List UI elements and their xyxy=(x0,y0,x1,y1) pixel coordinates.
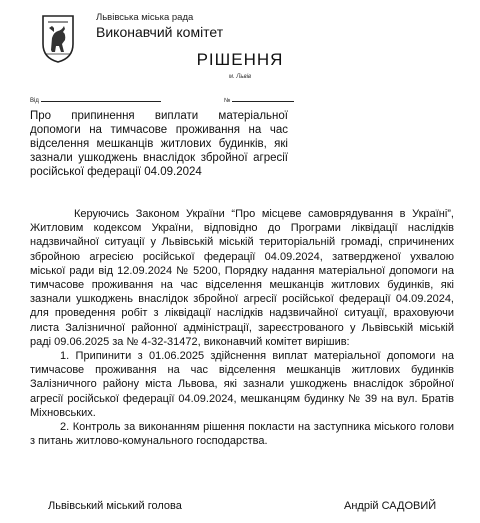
date-prefix: Від xyxy=(30,98,39,104)
date-rule xyxy=(41,96,161,102)
signatory-name: Андрій САДОВИЙ xyxy=(344,500,437,512)
preamble-paragraph: Керуючись Законом України “Про місцеве самоврядування в Україні”, Житловим кодексом України, відповідно до Програми ліквідації наслідків надзвичайної ситуації у Львівській міській територіальній громаді, спричинених збройною агресією російської федерації 04.09.2024, затвердженої ухвалою міської ради від 12.09.2024 № 5200, Порядку надання матеріальної допомоги на тимчасове проживання на час відселення мешканців житлових будинків, які зазнали ушкоджень внаслідок збройної агресії російської федерації 04.09.2024, для проведення робіт з ліквідації наслідків надзвичайної ситуації, враховуючи листа Залізничної районної адміністрації, зареєстрованого у Львівській міській раді 09.06.2025 за № 4-32-31472, виконавчий комітет вирішив: xyxy=(30,208,454,348)
number-rule xyxy=(232,96,294,102)
document-body xyxy=(30,207,454,448)
signatory-position: Львівський міський голова xyxy=(48,500,182,512)
date-field xyxy=(30,96,161,104)
document-city: м. Львів xyxy=(228,74,252,80)
org-name-committee: Виконавчий комітет xyxy=(96,24,224,40)
number-prefix: № xyxy=(224,98,231,104)
number-field xyxy=(224,96,294,104)
document-title: РІШЕННЯ xyxy=(196,50,284,69)
decision-point-1: 1. Припинити з 01.06.2025 здійснення виплат матеріальної допомоги на тимчасове проживання на час відселення мешканців житлових будинків Залізничного району міста Львова, які зазнали ушкоджень внаслідок збройної агресії російської федерації 04.09.2024, мешканцям будинку № 39 на вул. Братів Міхновських. xyxy=(30,350,454,419)
decision-point-2: 2. Контроль за виконанням рішення покласти на заступника міського голови з питань житлово-комунального господарства. xyxy=(30,421,454,448)
document-subject: Про припинення виплати матеріальної допомоги на тимчасове проживання на час відселення мешканців житлових будинків, які зазнали ушкоджень внаслідок збройної агресії російської федерації 04.09.2024 xyxy=(30,110,288,178)
org-name-small: Львівська міська рада xyxy=(96,12,194,23)
